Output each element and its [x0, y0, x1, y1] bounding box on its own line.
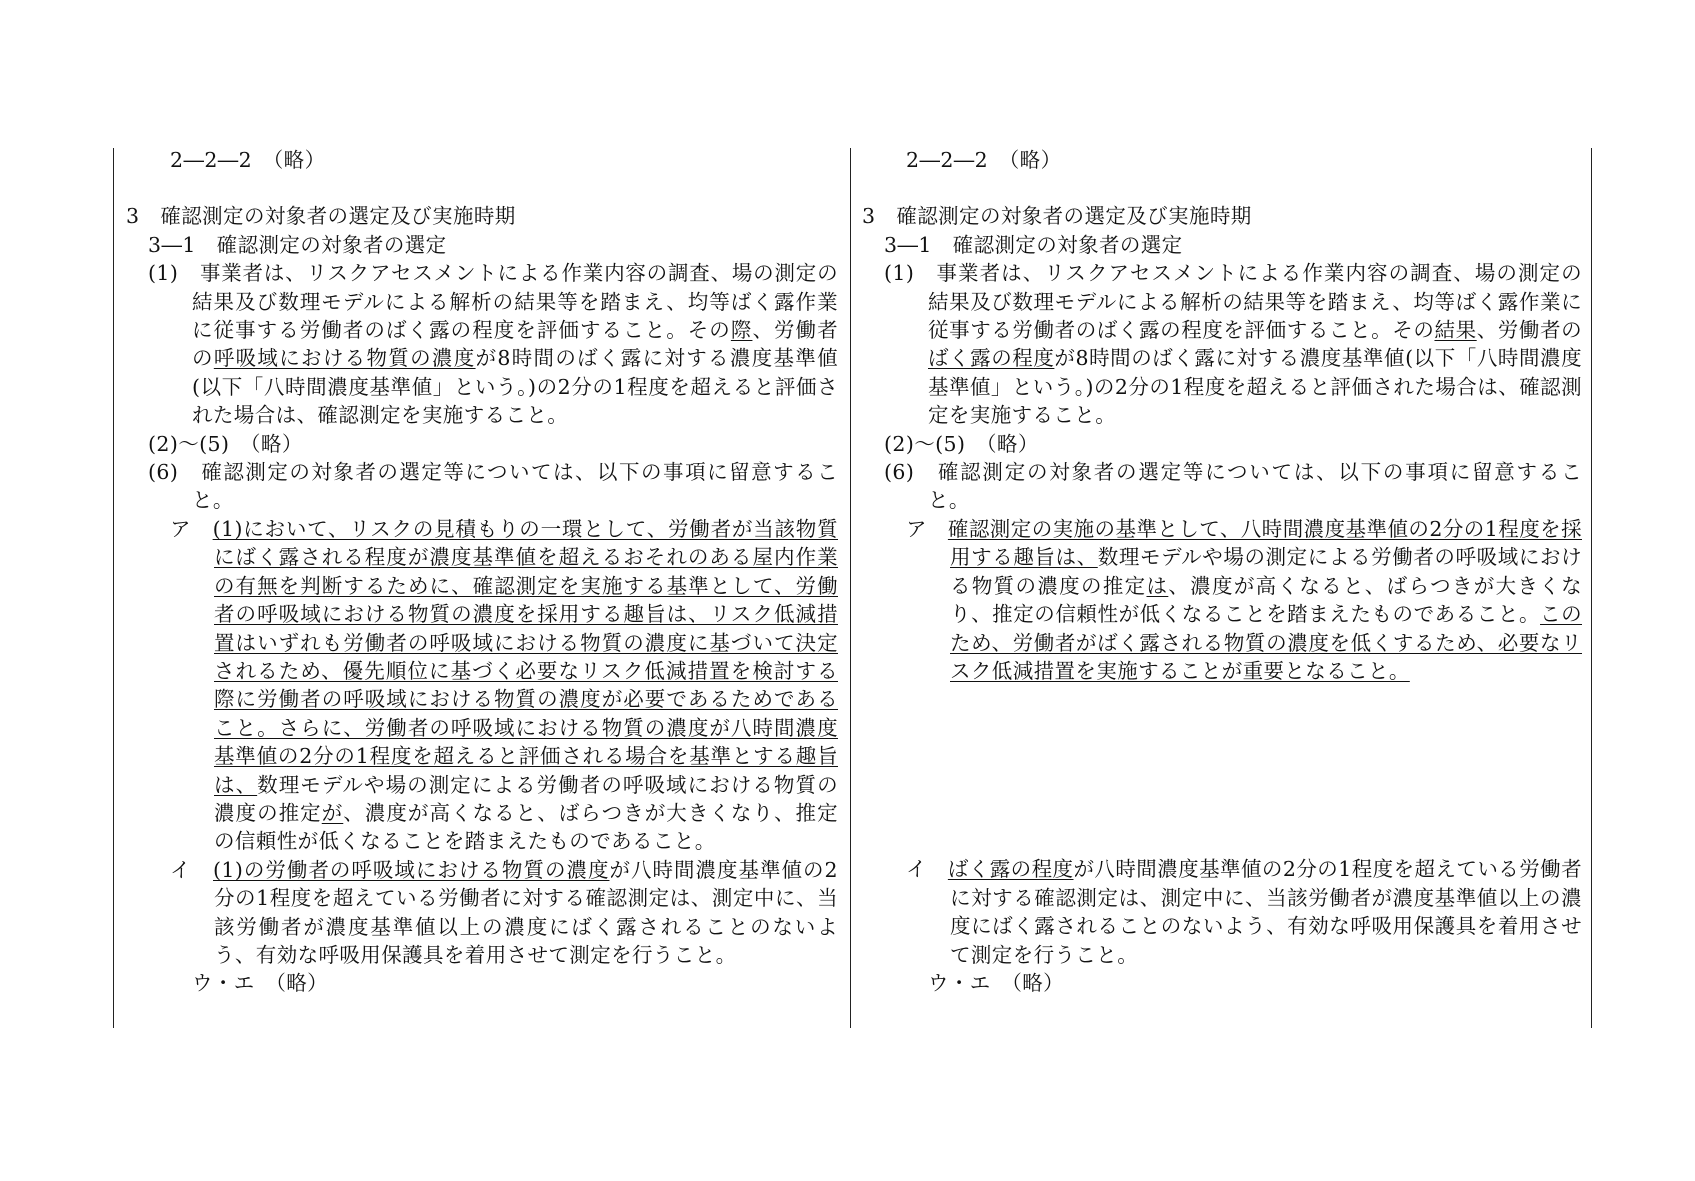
- item-a-underline-3: このため、労働者がばく露される物質の濃度を低くするため、必要なリスク低減措置を実施することが重要となること。: [950, 602, 1582, 683]
- right-border-line: [1591, 148, 1592, 1028]
- item-a-underline-1: 確認測定の実施の基準として、八時間濃度基準値の2分の1程度を採用する趣旨は、: [947, 516, 1582, 570]
- item-1-text-b: 、労働者の: [192, 318, 839, 371]
- item-1-text-c: が8時間のばく露に対する濃度基準値(以下「八時間濃度基準値」という。)の2分の1程度を超えると評価された場合は、確認測定を実施すること。: [928, 346, 1582, 428]
- items-2-to-5: (2)～(5) （略）: [884, 431, 1039, 456]
- item-a-text-c: 、濃度が高くなると、ばらつきが大きくなり、推定の信頼性が低くなることを踏まえたものであること。: [950, 573, 1582, 627]
- item-i: [126, 856, 838, 970]
- item-i-prefix: イ: [906, 857, 948, 882]
- item-1-text-a: (1) 事業者は、リスクアセスメントによる作業内容の調査、場の測定の結果及び数理モデルによる解析の結果等を踏まえ、均等ばく露作業に従事する労働者のばく露の程度を評価すること。その: [148, 261, 838, 343]
- item-i-prefix: イ: [170, 857, 214, 882]
- section-3-heading: 3 確認測定の対象者の選定及び実施時期: [126, 204, 516, 229]
- item-1-underline-2: ばく露の程度: [928, 346, 1055, 371]
- item-1: [126, 259, 838, 429]
- item-i-text-b: が八時間濃度基準値の2分の1程度を超えている労働者に対する確認測定は、測定中に、当該労働者が濃度基準値以上の濃度にばく露されることのないよう、有効な呼吸用保護具を着用させて測定を行うこと。: [214, 857, 838, 967]
- section-2-2-2: 2―2―2 （略）: [906, 148, 1062, 172]
- item-6: (6) 確認測定の対象者の選定等については、以下の事項に留意すること。: [884, 460, 1582, 513]
- item-a-underline-2: が: [321, 800, 344, 825]
- item-1-text-a: (1) 事業者は、リスクアセスメントによる作業内容の調査、場の測定の結果及び数理モデルによる解析の結果等を踏まえ、均等ばく露作業に従事する労働者のばく露の程度を評価すること。その: [884, 261, 1582, 343]
- item-i: [862, 855, 1582, 969]
- item-i-text-b: が八時間濃度基準値の2分の1程度を超えている労働者に対する確認測定は、測定中に、当該労働者が濃度基準値以上の濃度にばく露されることのないよう、有効な呼吸用保護具を着用させて測定を行うこと。: [950, 857, 1582, 967]
- items-2-to-5: (2)～(5) （略）: [148, 431, 303, 456]
- item-6: (6) 確認測定の対象者の選定等については、以下の事項に留意すること。: [148, 460, 838, 513]
- alignment-spacer: [862, 685, 1582, 855]
- item-a: [126, 515, 838, 856]
- item-i-underline-1: ばく露の程度: [947, 857, 1074, 882]
- section-3-heading: 3 確認測定の対象者の選定及び実施時期: [862, 204, 1252, 229]
- item-1-underline-1: 結果: [1434, 318, 1477, 343]
- item-1-underline-2: 呼吸域における物質の濃度: [213, 346, 476, 371]
- item-a-text-b: 数理モデルや場の測定による労働者の呼吸域における物質の濃度の推定: [950, 545, 1582, 598]
- item-1: [862, 259, 1582, 429]
- right-column: [862, 146, 1582, 997]
- item-a-prefix: ア: [906, 516, 948, 541]
- item-a-underline-2: は: [1146, 573, 1169, 598]
- section-3-1-heading: 3―1 確認測定の対象者の選定: [884, 232, 1183, 257]
- item-a-underline-1: (1)において、リスクの見積もりの一環として、労働者が当該物質にばく露される程度が濃度基準値を超えるおそれのある屋内作業の有無を判断するために、確認測定を実施する基準として、労働者の呼吸域における物質の濃度を採用する趣旨は、リスク低減措置はいずれも労働者の呼吸域における物質の濃度に基づいて決定されるため、優先順位に基づく必要なリスク低減措置を検討する際に労働者の呼吸域における物質の濃度が必要であるためであること。さらに、労働者の呼吸域における物質の濃度が八時間濃度基準値の2分の1程度を超えると評価される場合を基準とする趣旨は、: [212, 516, 838, 797]
- item-1-underline-1: 際: [730, 318, 753, 343]
- section-2-2-2: 2―2―2 （略）: [170, 148, 326, 172]
- left-border-line: [113, 148, 114, 1028]
- item-a-text-c: 、濃度が高くなると、ばらつきが大きくなり、推定の信頼性が低くなることを踏まえたものであること。: [214, 800, 838, 854]
- item-a: [862, 515, 1582, 685]
- item-i-underline-1: (1)の労働者の呼吸域における物質の濃度: [213, 857, 610, 882]
- items-u-e: ウ・エ （略）: [928, 970, 1065, 995]
- item-1-text-b: 、労働者の: [1476, 318, 1582, 343]
- section-3-1-heading: 3―1 確認測定の対象者の選定: [148, 232, 447, 257]
- left-column: [126, 146, 838, 998]
- items-u-e: ウ・エ （略）: [192, 971, 329, 996]
- item-a-text-b: 数理モデルや場の測定による労働者の呼吸域における物質の濃度の推定: [214, 772, 838, 825]
- item-a-prefix: ア: [170, 516, 213, 541]
- center-divider-line: [850, 148, 851, 1028]
- item-1-text-c: が8時間のばく露に対する濃度基準値(以下「八時間濃度基準値」という。)の2分の1程度を超えると評価された場合は、確認測定を実施すること。: [192, 346, 838, 428]
